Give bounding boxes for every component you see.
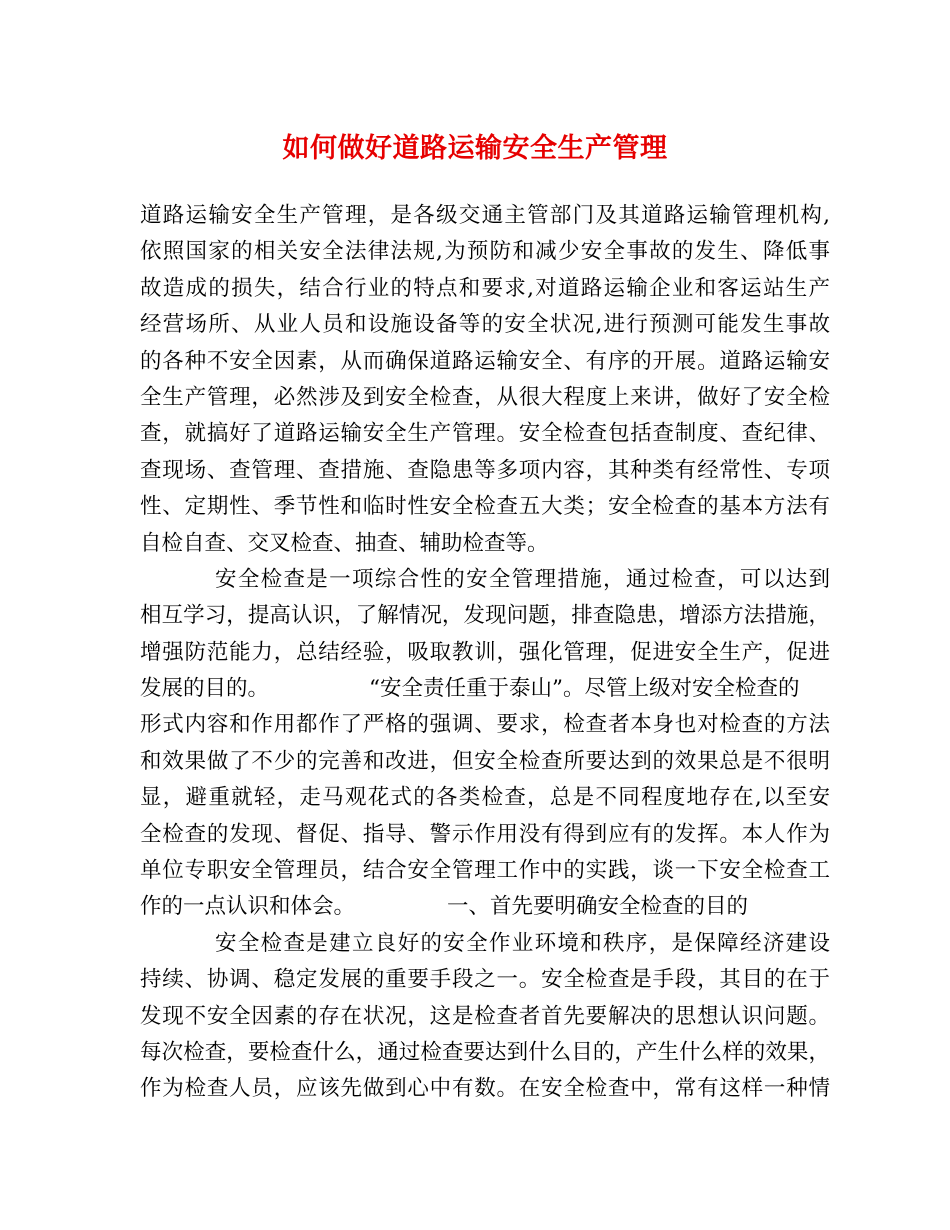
body-line: 全生产管理，必然涉及到安全检查，从很大程度上来讲，做好了安全检 bbox=[140, 384, 830, 410]
body-line-mixed bbox=[140, 889, 830, 925]
body-line: 自检自查、交叉检查、抽查、辅助检查等。 bbox=[140, 530, 549, 556]
section-heading: 一、首先要明确安全检查的目的 bbox=[447, 894, 749, 920]
body-line: 每次检查，要检查什么，通过检查要达到什么目的，产生什么样的效果， bbox=[140, 1039, 830, 1065]
document-title: 如何做好道路运输安全生产管理 bbox=[282, 133, 668, 164]
body-line: 显，避重就轻，走马观花式的各类检查，总是不同程度地存在,以至安 bbox=[140, 785, 830, 811]
body-line: 道路运输安全生产管理，是各级交通主管部门及其道路运输管理机构, bbox=[140, 203, 830, 228]
body-line: 单位专职安全管理员，结合安全管理工作中的实践，谈一下安全检查工 bbox=[140, 858, 830, 884]
document-body bbox=[140, 198, 830, 1108]
body-line-segment: “安全责任重于泰山”。尽管上级对安全检查的 bbox=[369, 676, 800, 702]
body-line: 持续、协调、稳定发展的重要手段之一。安全检查是手段，其目的在于 bbox=[140, 967, 830, 993]
body-line: 的各种不安全因素，从而确保道路运输安全、有序的开展。道路运输安 bbox=[140, 348, 830, 374]
body-line: 故造成的损失，结合行业的特点和要求,对道路运输企业和客运站生产 bbox=[140, 275, 830, 301]
body-line: 相互学习，提高认识，了解情况，发现问题，排查隐患，增添方法措施， bbox=[140, 603, 830, 629]
body-line: 经营场所、从业人员和设施设备等的安全状况,进行预测可能发生事故 bbox=[140, 312, 830, 338]
body-line: 依照国家的相关安全法律法规,为预防和减少安全事故的发生、降低事 bbox=[140, 239, 830, 265]
body-line: 作为检查人员，应该先做到心中有数。在安全检查中，常有这样一种情 bbox=[140, 1076, 830, 1102]
body-line: 查现场、查管理、查措施、查隐患等多项内容，其种类有经常性、专项 bbox=[140, 457, 830, 483]
body-line: 和效果做了不少的完善和改进，但安全检查所要达到的效果总是不很明 bbox=[140, 748, 830, 774]
body-line: 查，就搞好了道路运输安全生产管理。安全检查包括查制度、查纪律、 bbox=[140, 421, 830, 447]
body-line-mixed bbox=[140, 671, 830, 707]
body-line: 形式内容和作用都作了严格的强调、要求，检查者本身也对检查的方法 bbox=[140, 712, 830, 738]
body-line: 增强防范能力，总结经验，吸取教训，强化管理，促进安全生产，促进 bbox=[140, 639, 830, 665]
body-line: 安全检查是建立良好的安全作业环境和秩序，是保障经济建设 bbox=[215, 930, 830, 956]
body-line-segment: 发展的目的。 bbox=[140, 676, 270, 702]
body-line: 安全检查是一项综合性的安全管理措施，通过检查，可以达到 bbox=[215, 566, 830, 592]
body-line-segment: 作的一点认识和体会。 bbox=[140, 894, 356, 920]
body-line: 性、定期性、季节性和临时性安全检查五大类；安全检查的基本方法有 bbox=[140, 494, 830, 520]
body-line: 全检查的发现、督促、指导、警示作用没有得到应有的发挥。本人作为 bbox=[140, 821, 830, 847]
body-line: 发现不安全因素的存在状况，这是检查者首先要解决的思想认识问题。 bbox=[140, 1003, 830, 1029]
